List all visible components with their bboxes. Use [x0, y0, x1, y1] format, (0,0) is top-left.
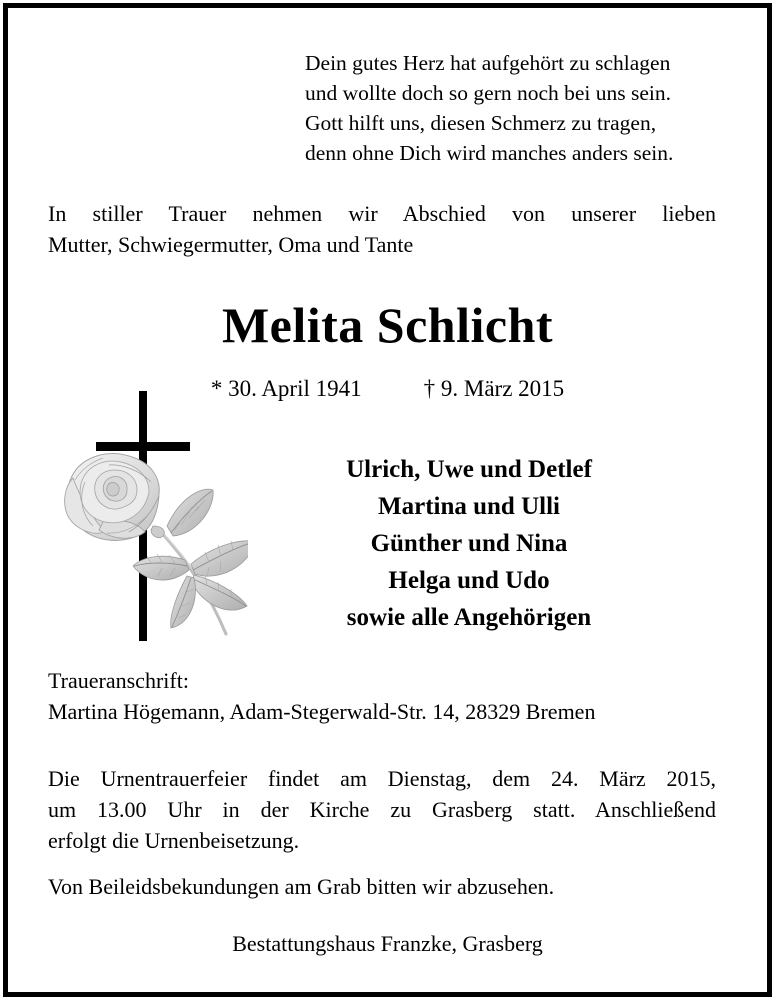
ceremony-line-3: erfolgt die Urnenbeisetzung. [48, 828, 300, 853]
cross-and-rose-emblem [63, 386, 248, 651]
obituary-notice [3, 3, 772, 997]
birth-date: * 30. April 1941 [210, 376, 362, 401]
survivors-list [253, 451, 685, 636]
survivor-line: Martina und Ulli [378, 493, 560, 520]
deceased-name: Melita Schlicht [221, 297, 554, 353]
ceremony-line-2: um 13.00 Uhr in der Kirche zu Grasberg statt. Anschließend [48, 797, 716, 822]
funeral-home: Bestattungshaus Franzke, Grasberg [232, 931, 543, 956]
ceremony-line-1: Die Urnentrauerfeier findet am Dienstag, dem 24. März 2015, [48, 766, 716, 791]
survivor-line: sowie alle Angehörigen [346, 604, 592, 631]
survivor-line: Helga und Udo [388, 567, 550, 594]
intro-text [48, 198, 716, 260]
notice-content [8, 8, 767, 992]
cross-icon [63, 386, 248, 651]
verse-line-1: Dein gutes Herz hat aufgehört zu schlagen [305, 51, 671, 75]
verse-line-4: denn ohne Dich wird manches anders sein. [305, 141, 674, 165]
address-value: Martina Högemann, Adam-Stegerwald-Str. 14, 28329 Bremen [48, 699, 596, 724]
rose-icon [65, 454, 248, 634]
memorial-verse [305, 48, 725, 168]
ceremony-details [48, 763, 716, 856]
survivor-line: Günther und Nina [370, 530, 568, 557]
death-date: † 9. März 2015 [423, 376, 565, 401]
verse-line-3: Gott hilft uns, diesen Schmerz zu tragen, [305, 111, 657, 135]
address-label: Traueranschrift: [48, 668, 189, 693]
verse-line-2: und wollte doch so gern noch bei uns sein. [305, 81, 672, 105]
condolences-request: Von Beileidsbekundungen am Grab bitten wir abzusehen. [48, 874, 555, 899]
survivor-line: Ulrich, Uwe und Detlef [346, 456, 592, 483]
mourning-address [48, 665, 716, 727]
intro-line-1: In stiller Trauer nehmen wir Abschied von unserer lieben [48, 201, 716, 226]
intro-line-2: Mutter, Schwiegermutter, Oma und Tante [48, 232, 414, 257]
